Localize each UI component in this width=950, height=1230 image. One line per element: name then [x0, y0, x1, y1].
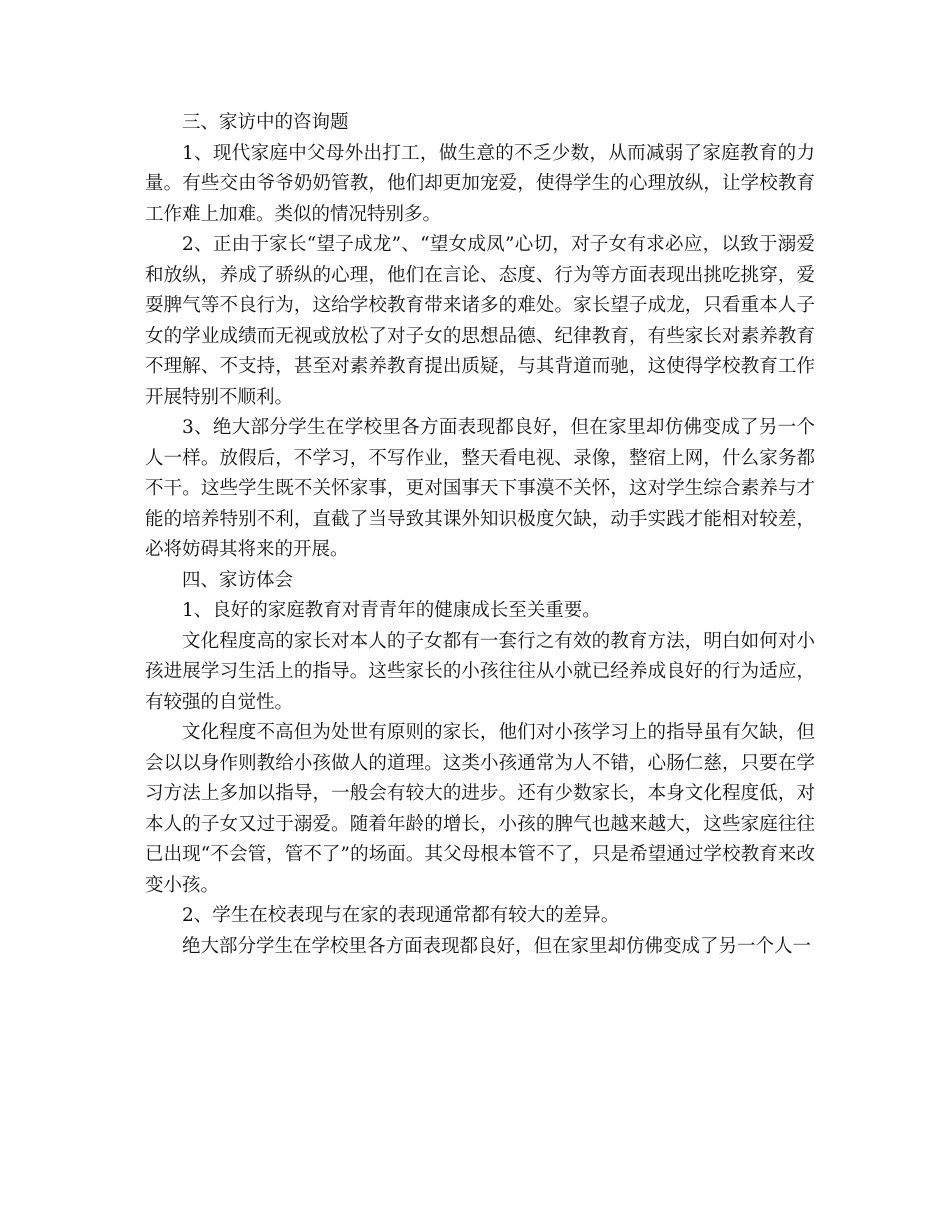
paragraph: 3、绝大部分学生在学校里各方面表现都良好，但在家里却仿佛变成了另一个人一样。放假后，不学习，不写作业，整天看电视、录像，整宿上网，什么家务都不干。这些学生既不关怀家事，更对国事天下事漠不关怀，这对学生综合素养与才能的培养特别不利，直截了当导致其课外知识极度欠缺，动手实践才能相对较差，必将妨碍其将来的开展。	[145, 417, 815, 560]
section-heading-3: 三、家访中的咨询题	[182, 112, 349, 133]
section-heading-4: 四、家访体会	[182, 569, 294, 591]
document-body	[145, 108, 815, 962]
paragraph: 文化程度不高但为处世有原则的家长，他们对小孩学习上的指导虽有欠缺，但会以以身作则教给小孩做人的道理。这类小孩通常为人不错，心肠仁慈，只要在学习方法上多加以指导，一般会有较大的进步。还有少数家长，本身文化程度低，对本人的子女又过于溺爱。随着年龄的增长，小孩的脾气也越来越大，这些家庭往往已出现“不会管，管不了”的场面。其父母根本管不了，只是希望通过学校教育来改变小孩。	[145, 722, 815, 896]
paragraph: 2、学生在校表现与在家的表现通常都有较大的差异。	[182, 905, 620, 926]
paragraph: 2、正由于家长“望子成龙”、“望女成凤”心切，对子女有求必应，以致于溺爱和放纵，养成了骄纵的心理，他们在言论、态度、行为等方面表现出挑吃挑穿，爱耍脾气等不良行为，这给学校教育带来诸多的难处。家长望子成龙，只看重本人子女的学业成绩而无视或放松了对子女的思想品德、纪律教育，有些家长对素养教育不理解、不支持，甚至对素养教育提出质疑，与其背道而驰，这使得学校教育工作开展特别不顺利。	[145, 234, 815, 408]
paragraph: 文化程度高的家长对本人的子女都有一套行之有效的教育方法，明白如何对小孩进展学习生活上的指导。这些家长的小孩往往从小就已经养成良好的行为适应，有较强的自觉性。	[145, 630, 815, 713]
paragraph: 1、现代家庭中父母外出打工，做生意的不乏少数，从而减弱了家庭教育的力量。有些交由爷爷奶奶管教，他们却更加宠爱，使得学生的心理放纵，让学校教育工作难上加难。类似的情况特别多。	[145, 142, 815, 225]
paragraph: 1、良好的家庭教育对青青年的健康成长至关重要。	[182, 600, 601, 621]
paragraph: 绝大部分学生在学校里各方面表现都良好，但在家里却仿佛变成了另一个人一	[182, 935, 812, 957]
